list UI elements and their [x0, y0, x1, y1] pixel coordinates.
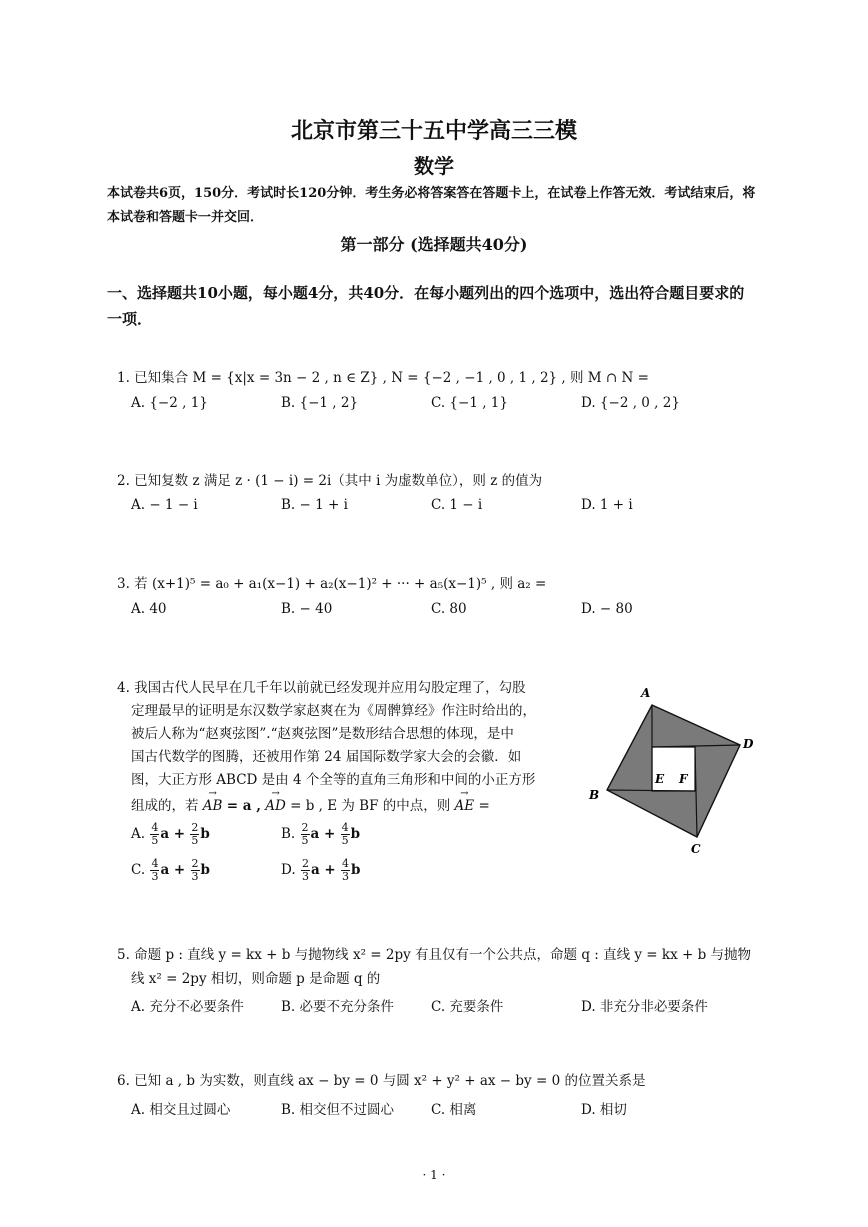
- q4-eq1: = a ,: [226, 798, 261, 814]
- q6-option-b[interactable]: B. 相交但不过圆心: [281, 1102, 395, 1118]
- fraction: $\frac{4}{5}$: [151, 821, 159, 847]
- question-6-stem: 6. 已知 a , b 为实数，则直线 ax − by = 0 与圆 x² + y² + ax − by = 0 的位置关系是: [117, 1073, 646, 1089]
- term: a +: [160, 826, 186, 842]
- fraction: $\frac{2}{3}$: [301, 857, 309, 883]
- q3-option-c[interactable]: C. 80: [431, 601, 467, 617]
- label-b: B: [589, 788, 600, 802]
- question-4-line-2: 定理最早的证明是东汉数学家赵爽在为《周髀算经》作注时给出的，: [131, 703, 536, 719]
- fraction: $\frac{2}{3}$: [191, 857, 199, 883]
- q6-option-c[interactable]: C. 相离: [431, 1102, 477, 1118]
- q5-option-a[interactable]: A. 充分不必要条件: [131, 999, 244, 1015]
- vector-ad: → AD: [265, 798, 286, 814]
- question-2-stem: 2. 已知复数 z 满足 z · (1 − i) = 2i（其中 i 为虚数单位），则 z 的值为: [117, 473, 543, 489]
- fraction: $\frac{4}{3}$: [342, 857, 349, 883]
- term: b: [200, 862, 210, 878]
- label-a: A: [641, 686, 651, 700]
- term: a +: [310, 826, 336, 842]
- q4-prefix: 组成的，若: [131, 798, 199, 814]
- question-4-line-3: 被后人称为“赵爽弦图”.“赵爽弦图”是数形结合思想的体现，是中: [131, 726, 514, 742]
- question-4-line-5: 图，大正方形 ABCD 是由 4 个全等的直角三角形和中间的小正方形: [131, 772, 536, 788]
- term: b: [351, 862, 361, 878]
- q1-option-a[interactable]: A. {−2 , 1}: [131, 395, 208, 411]
- term: b: [350, 826, 361, 842]
- section-heading: 一、选择题共10小题，每小题4分，共40分．在每小题列出的四个选项中，选出符合题目要求的一项．: [107, 284, 745, 328]
- part-heading: 第一部分 (选择题共40分): [340, 235, 528, 254]
- q4-eq3: =: [478, 798, 490, 814]
- question-4-line-4: 国古代数学的图腾，还被用作第 24 届国际数学家大会的会徽．如: [131, 749, 522, 765]
- question-5-line-2: 线 x² = 2py 相切，则命题 p 是命题 q 的: [131, 971, 381, 987]
- q4-option-b[interactable]: [281, 822, 360, 847]
- question-4-line-6: [131, 794, 490, 814]
- term: b: [200, 826, 210, 842]
- q3-option-a[interactable]: A. 40: [131, 601, 167, 617]
- question-1-stem: 1. 已知集合 M = {x|x = 3n − 2 , n ∈ Z} , N = {−2 , −1 , 0 , 1 , 2} , 则 M ∩ N =: [117, 370, 649, 386]
- label-e: E: [655, 772, 665, 786]
- q6-option-a[interactable]: A. 相交且过圆心: [131, 1102, 231, 1118]
- q2-option-c[interactable]: C. 1 − i: [431, 497, 483, 513]
- q5-option-d[interactable]: D. 非充分非必要条件: [581, 999, 708, 1015]
- q2-option-b[interactable]: B. − 1 + i: [281, 497, 348, 513]
- question-4-line-1: 4. 我国古代人民早在几千年以前就已经发现并应用勾股定理了，勾股: [117, 680, 526, 696]
- term: a +: [160, 862, 186, 878]
- option-label: A.: [131, 826, 146, 842]
- exam-notice: 本试卷共6页，150分．考试时长120分钟．考生务必将答案答在答题卡上，在试卷上作答无效．考试结束后，将本试卷和答题卡一并交回．: [107, 186, 756, 225]
- q4-eq2: = b , E 为 BF 的中点，则: [290, 798, 451, 814]
- zhao-shuang-diagram: [585, 675, 765, 865]
- exam-title: 北京市第三十五中学高三三模: [290, 118, 577, 144]
- q6-option-d[interactable]: D. 相切: [581, 1102, 627, 1118]
- q4-option-d[interactable]: [281, 858, 360, 883]
- vector-ae: → AE: [455, 798, 475, 814]
- q3-option-b[interactable]: B. − 40: [281, 601, 333, 617]
- q2-option-d[interactable]: D. 1 + i: [581, 497, 633, 513]
- exam-subject: 数学: [414, 154, 454, 178]
- q1-option-d[interactable]: D. {−2 , 0 , 2}: [581, 395, 680, 411]
- question-3-stem: 3. 若 (x+1)⁵ = a₀ + a₁(x−1) + a₂(x−1)² + ··· + a₅(x−1)⁵ , 则 a₂ =: [117, 576, 547, 592]
- label-d: D: [743, 737, 754, 751]
- fraction: $\frac{4}{5}$: [341, 821, 349, 847]
- q4-option-c[interactable]: [131, 858, 210, 883]
- q3-option-d[interactable]: D. − 80: [581, 601, 633, 617]
- label-c: C: [691, 842, 701, 856]
- term: a +: [310, 862, 336, 878]
- question-5-line-1: 5. 命题 p : 直线 y = kx + b 与抛物线 x² = 2py 有且仅有一个公共点，命题 q : 直线 y = kx + b 与抛物: [117, 947, 752, 963]
- page-number: · 1 ·: [422, 1168, 446, 1182]
- fraction: $\frac{4}{3}$: [151, 857, 159, 883]
- q4-option-a[interactable]: [131, 822, 210, 847]
- option-label: B.: [281, 826, 296, 842]
- option-label: D.: [281, 862, 296, 878]
- option-label: C.: [131, 862, 146, 878]
- q2-option-a[interactable]: A. − 1 − i: [131, 497, 198, 513]
- q1-option-c[interactable]: C. {−1 , 1}: [431, 395, 508, 411]
- fraction: $\frac{2}{5}$: [301, 821, 309, 847]
- label-f: F: [679, 772, 688, 786]
- q5-option-b[interactable]: B. 必要不充分条件: [281, 999, 395, 1015]
- q5-option-c[interactable]: C. 充要条件: [431, 999, 504, 1015]
- q1-option-b[interactable]: B. {−1 , 2}: [281, 395, 359, 411]
- fraction: $\frac{2}{5}$: [191, 821, 199, 847]
- vector-ab: → AB: [203, 798, 223, 814]
